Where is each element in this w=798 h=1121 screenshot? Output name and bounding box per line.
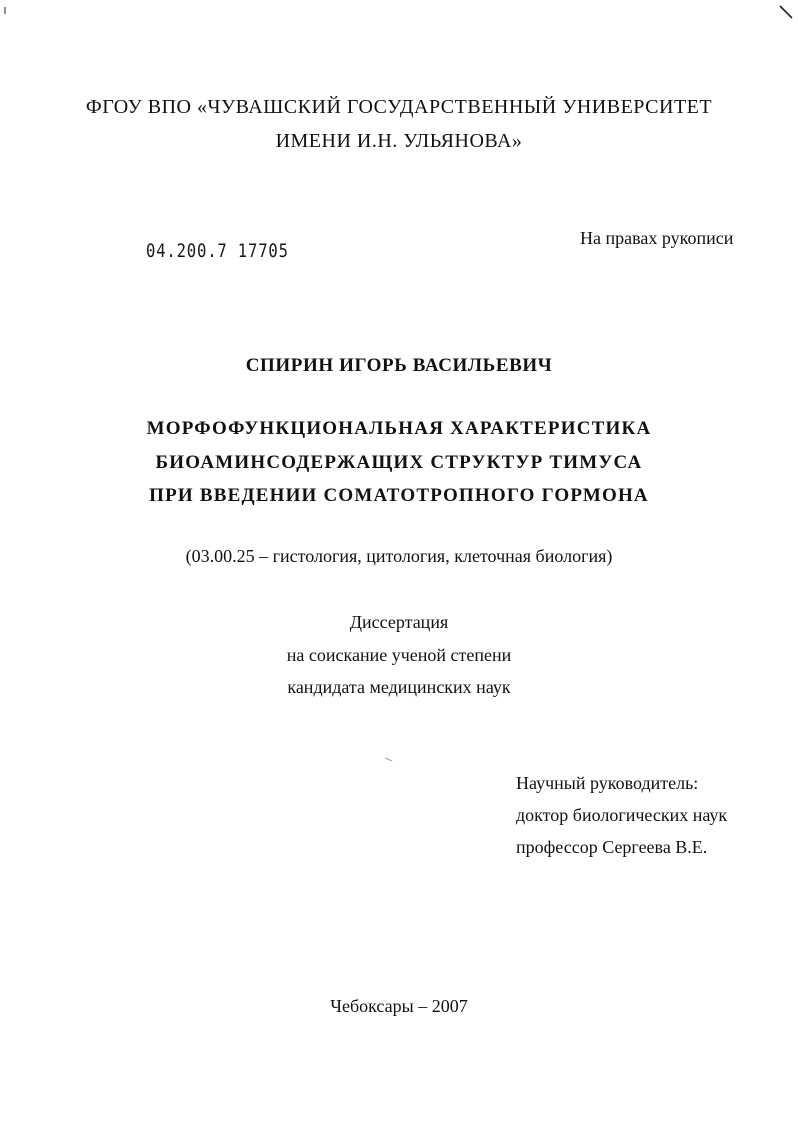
title-line-1: МОРФОФУНКЦИОНАЛЬНАЯ ХАРАКТЕРИСТИКА xyxy=(146,418,652,439)
title-line-3: ПРИ ВВЕДЕНИИ СОМАТОТРОПНОГО ГОРМОНА xyxy=(149,485,649,506)
scan-mark-top-left xyxy=(2,6,8,16)
city-year: Чебоксары – 2007 xyxy=(330,996,468,1016)
institution-line-1: ФГОУ ВПО «ЧУВАШСКИЙ ГОСУДАРСТВЕННЫЙ УНИВЕРСИТЕТ xyxy=(85,96,713,118)
degree-line-2: кандидата медицинских наук xyxy=(287,677,511,697)
institution-line-2: ИМЕНИ И.Н. УЛЬЯНОВА» xyxy=(275,130,523,152)
specialty-code: (03.00.25 – гистология, цитология, клеточная биология) xyxy=(185,546,613,566)
manuscript-note: На правах рукописи xyxy=(580,228,734,248)
registration-stamp: 04.200.7 17705 xyxy=(146,240,289,262)
scan-mark-top-right xyxy=(778,4,794,20)
title-line-2: БИОАМИНСОДЕРЖАЩИХ СТРУКТУР ТИМУСА xyxy=(155,452,643,473)
dissertation-label: Диссертация xyxy=(349,612,449,632)
author-name: СПИРИН ИГОРЬ ВАСИЛЬЕВИЧ xyxy=(245,355,553,376)
degree-line-1: на соискание ученой степени xyxy=(286,645,512,665)
supervisor-degree: доктор биологических наук xyxy=(516,805,728,825)
supervisor-name: профессор Сергеева В.Е. xyxy=(516,837,708,857)
scan-speck xyxy=(384,757,394,763)
supervisor-label: Научный руководитель: xyxy=(516,773,699,793)
